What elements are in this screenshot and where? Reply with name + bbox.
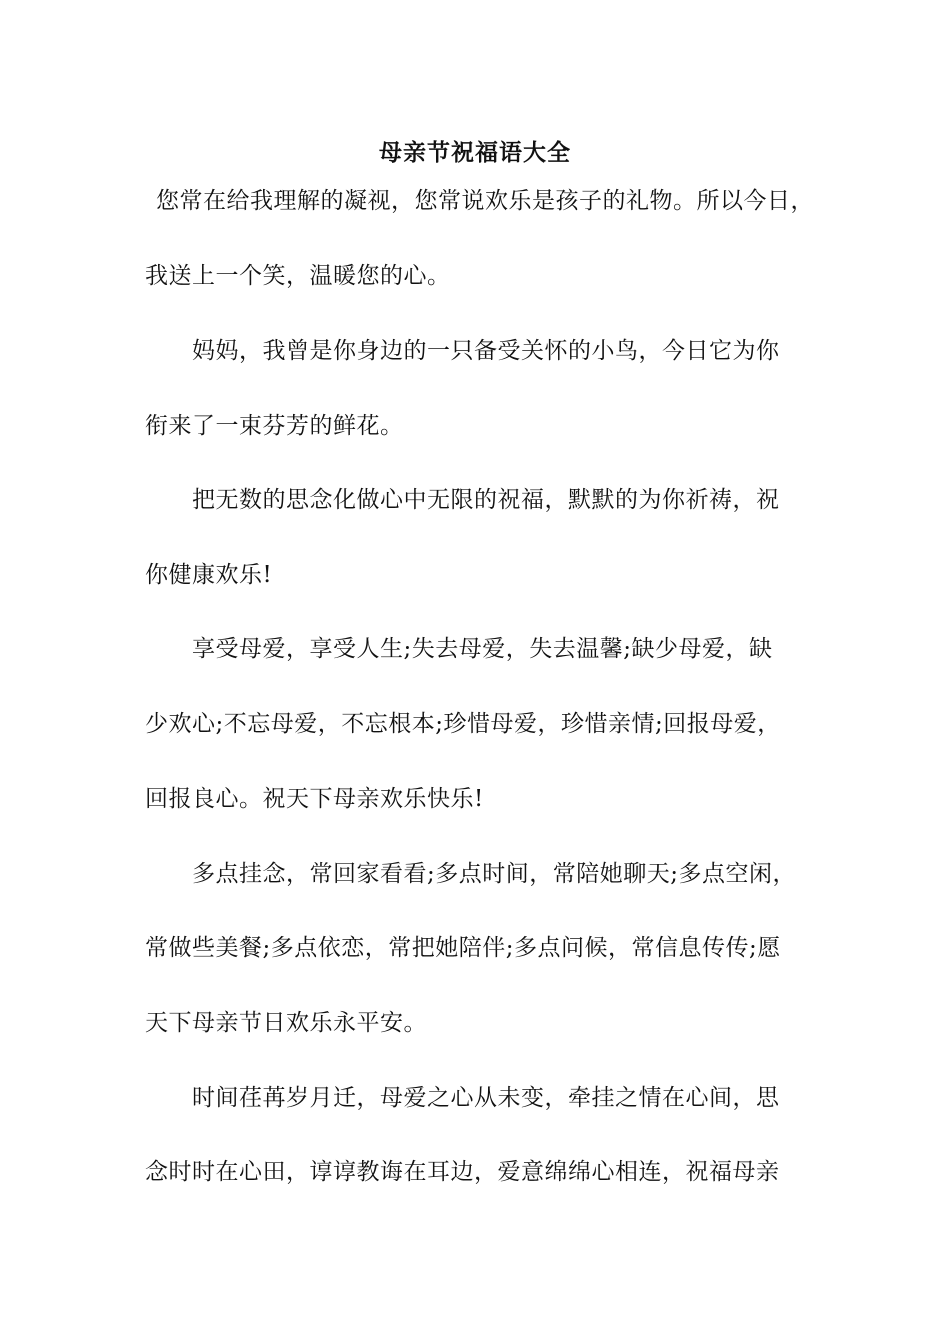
text-line-3: 妈妈，我曾是你身边的一只备受关怀的小鸟，今日它为你 (192, 338, 780, 364)
text-line-1: 您常在给我理解的凝视，您常说欢乐是孩子的礼物。所以今日， (156, 188, 814, 214)
text-line-8: 少欢心;不忘母爱，不忘根本;珍惜母爱，珍惜亲情;回报母爱， (145, 711, 781, 737)
text-line-12: 天下母亲节日欢乐永平安。 (145, 1010, 427, 1036)
document-title: 母亲节祝福语大全 (379, 139, 571, 166)
text-line-5: 把无数的思念化做心中无限的祝福，默默的为你祈祷，祝 (192, 487, 780, 513)
text-line-10: 多点挂念，常回家看看;多点时间，常陪她聊天;多点空闲， (192, 861, 796, 887)
text-line-7: 享受母爱，享受人生;失去母爱，失去温馨;缺少母爱，缺 (192, 636, 773, 662)
text-line-14: 念时时在心田，谆谆教诲在耳边，爱意绵绵心相连，祝福母亲 (145, 1159, 780, 1185)
text-line-13: 时间荏苒岁月迁，母爱之心从未变，牵挂之情在心间，思 (192, 1085, 780, 1111)
text-line-2: 我送上一个笑，温暖您的心。 (145, 263, 451, 289)
text-line-4: 衔来了一束芬芳的鲜花。 (145, 413, 404, 439)
text-line-11: 常做些美餐;多点依恋，常把她陪伴;多点问候，常信息传传;愿 (145, 935, 781, 961)
text-line-9: 回报良心。祝天下母亲欢乐快乐! (145, 786, 484, 812)
text-line-6: 你健康欢乐! (145, 562, 273, 588)
